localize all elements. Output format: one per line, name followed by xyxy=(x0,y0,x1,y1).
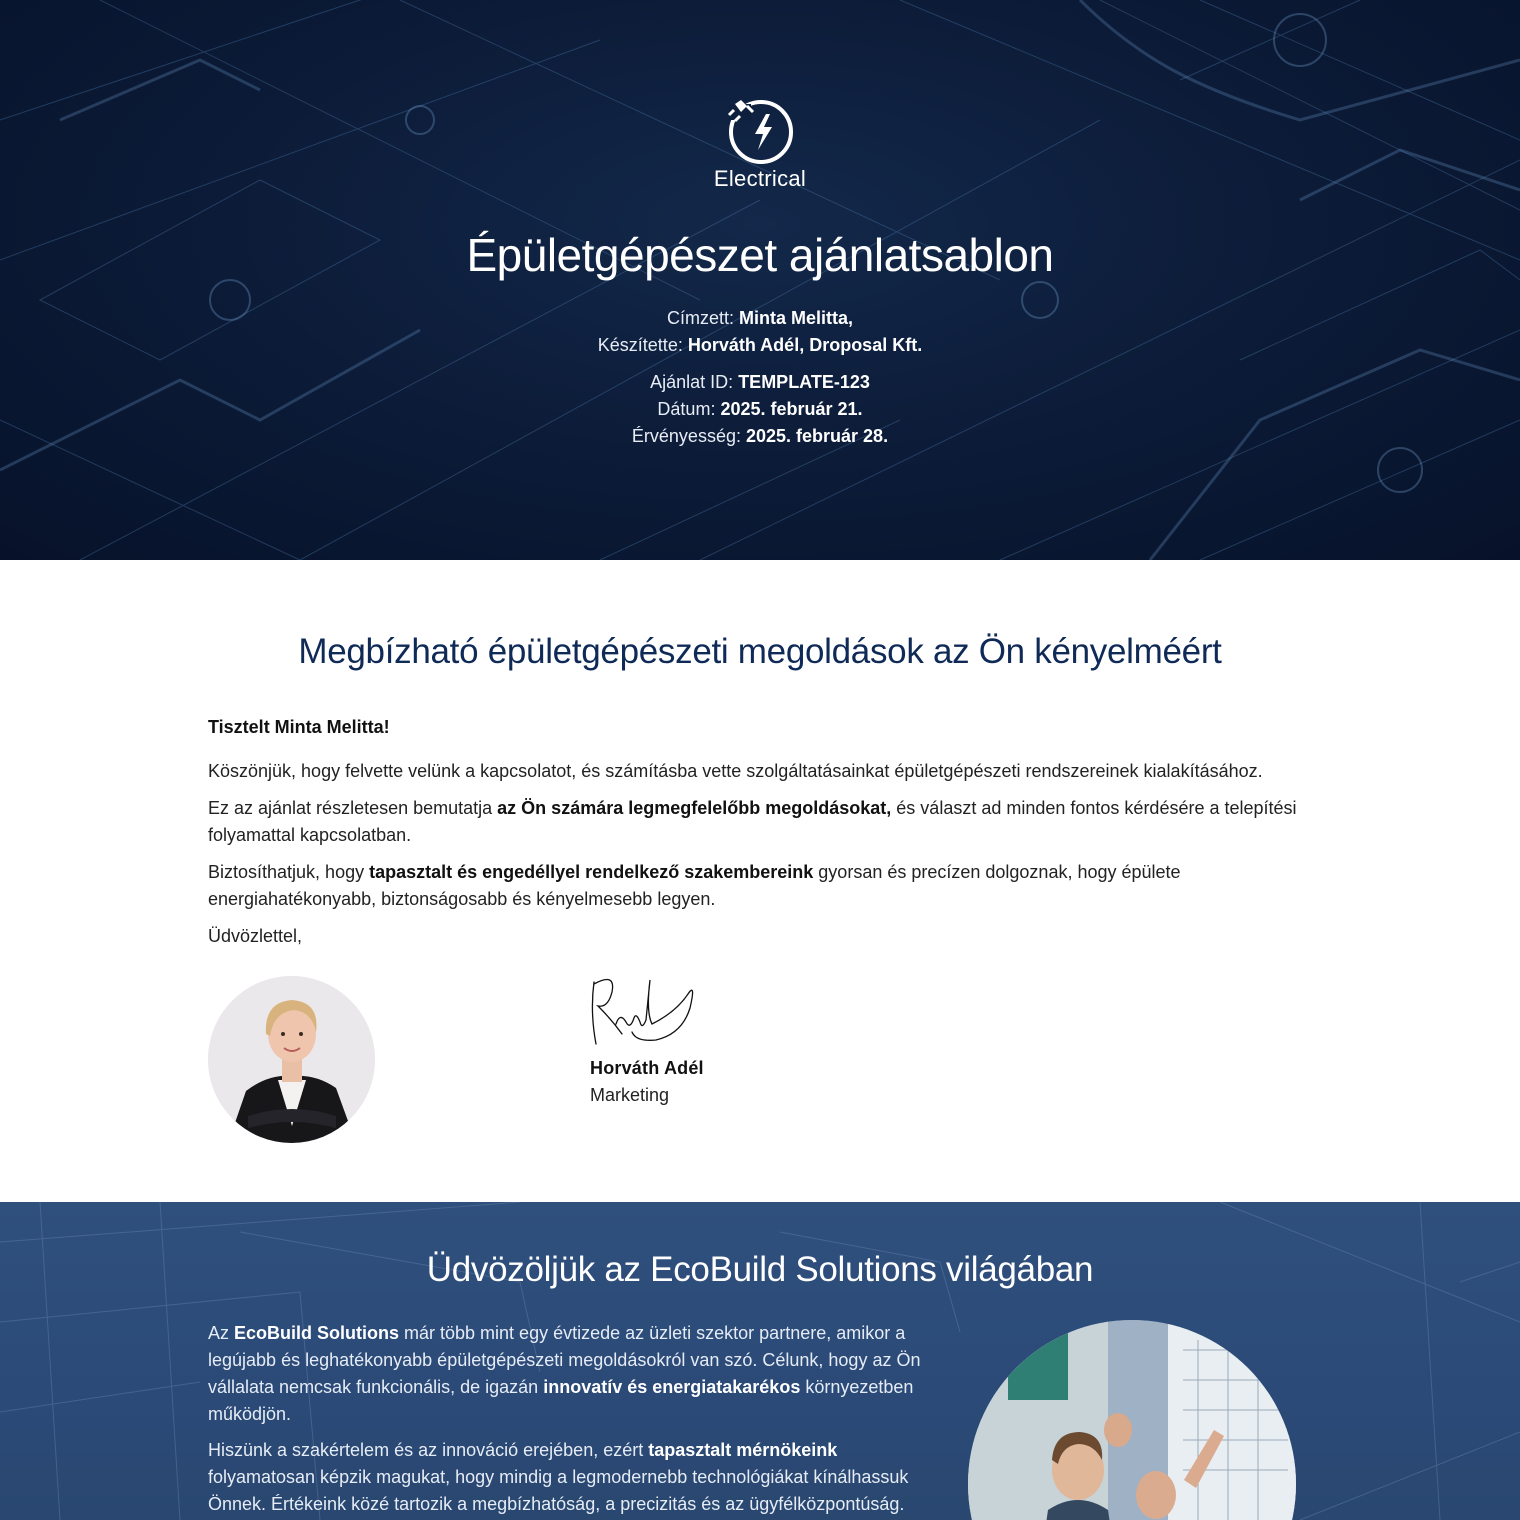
recipient-value: Minta Melitta, xyxy=(739,308,854,328)
emphasis-text: tapasztalt és engedéllyel rendelkező szakembereink xyxy=(369,862,814,882)
text-span: Az xyxy=(208,1323,235,1343)
letter-paragraph xyxy=(208,859,1318,913)
offer-id-value: TEMPLATE-123 xyxy=(738,372,870,392)
text-span: Biztosíthatjuk, hogy xyxy=(208,862,370,882)
emphasis-text: EcoBuild Solutions xyxy=(234,1323,400,1343)
text-span: már több mint egy évtizede az üzleti szektor partnere, amikor a legújabb és leghatékonyabb épületgépészeti megoldásokról van szó. Célunk, hogy az Ön vállalata nemcsak funkcionális, de igazán xyxy=(208,1323,921,1397)
company-intro-section xyxy=(0,1202,1520,1520)
text-span: környezetben működjön. xyxy=(208,1377,914,1424)
offer-info xyxy=(0,369,1520,450)
validity-label: Érvényesség: xyxy=(631,426,741,446)
letter-paragraph: Köszönjük, hogy felvette velünk a kapcsolatot, és számításba vette szolgáltatásainkat épületgépészeti rendszereinek kialakításához. xyxy=(208,761,1263,781)
letter-body xyxy=(208,714,1318,960)
author-value: Horváth Adél, Droposal Kft. xyxy=(687,335,923,355)
date-value: 2025. február 21. xyxy=(720,399,863,419)
emphasis-text: az Ön számára legmegfelelőbb megoldásokat, xyxy=(497,798,892,818)
letter-heading: Megbízható épületgépészeti megoldások az Ön kényelméért xyxy=(298,632,1222,671)
logo-text: Electrical xyxy=(713,166,807,191)
text-span: Ez az ajánlat részletesen bemutatja xyxy=(208,798,498,818)
intro-paragraph xyxy=(208,1437,936,1518)
intro-heading: Üdvözöljük az EcoBuild Solutions világában xyxy=(426,1250,1094,1289)
intro-body xyxy=(208,1320,936,1520)
emphasis-text: innovatív és energiatakarékos xyxy=(543,1377,801,1397)
text-span: és választ ad minden fontos kérdésére a telepítési folyamattal kapcsolatban. xyxy=(208,798,1297,845)
text-span: gyorsan és precízen dolgoznak, hogy épülete energiahatékonyabb, biztonságosabb és kényelmesebb legyen. xyxy=(208,862,1181,909)
cover-letter-section xyxy=(0,560,1520,1202)
handwritten-signature xyxy=(586,972,696,1052)
intro-paragraph xyxy=(208,1320,936,1428)
plug-lightning-icon xyxy=(725,96,795,166)
hero-banner xyxy=(0,0,1520,560)
offer-id-label: Ajánlat ID: xyxy=(650,372,734,392)
text-span: folyamatosan képzik magukat, hogy mindig a legmodernebb technológiákat kínálhassuk Önnek. Értékeink közé tartozik a megbízhatóság, a precizitás és az ügyfélközpontúság. xyxy=(208,1467,909,1514)
page-title: Épületgépészet ajánlatsablon xyxy=(466,229,1054,281)
letter-greeting: Tisztelt Minta Melitta! xyxy=(208,717,390,737)
signer-name: Horváth Adél xyxy=(590,1058,704,1078)
recipient-info xyxy=(0,305,1520,359)
recipient-label: Címzett: xyxy=(666,308,734,328)
author-label: Készítette: xyxy=(597,335,683,355)
emphasis-text: tapasztalt mérnökeink xyxy=(648,1440,838,1460)
validity-value: 2025. február 28. xyxy=(745,426,889,446)
letter-closing: Üdvözlettel, xyxy=(208,926,303,946)
date-label: Dátum: xyxy=(657,399,716,419)
signer-role: Marketing xyxy=(590,1085,670,1105)
author-photo xyxy=(208,976,375,1143)
letter-paragraph xyxy=(208,795,1318,849)
company-logo xyxy=(696,96,824,196)
text-span: Hiszünk a szakértelem és az innováció erejében, ezért xyxy=(208,1440,649,1460)
